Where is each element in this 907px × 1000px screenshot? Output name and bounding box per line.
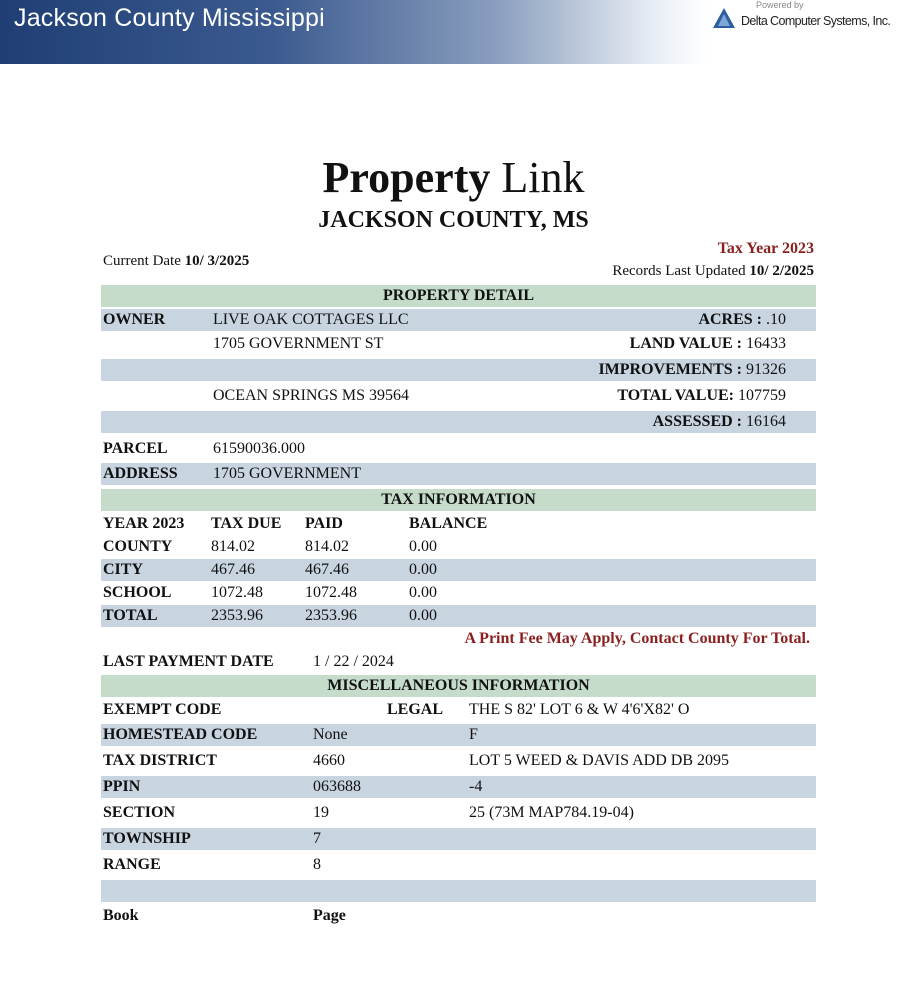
book-label: Book bbox=[103, 907, 139, 924]
print-fee-row bbox=[101, 628, 816, 650]
range-label: RANGE bbox=[103, 856, 161, 873]
ppin-row bbox=[101, 776, 816, 798]
range-row bbox=[101, 854, 816, 876]
parcel-row bbox=[101, 438, 816, 460]
owner-address: 1705 GOVERNMENT ST bbox=[213, 335, 384, 352]
improvements-row bbox=[101, 359, 816, 381]
page-label: Page bbox=[313, 907, 346, 924]
improvements: IMPROVEMENTS : 91326 bbox=[598, 361, 786, 378]
legal-line-1: THE S 82' LOT 6 & W 4'6'X82' O bbox=[469, 701, 690, 718]
acres: ACRES : .10 bbox=[698, 311, 786, 328]
owner-row bbox=[101, 309, 816, 331]
land-value: LAND VALUE : 16433 bbox=[629, 335, 786, 352]
tax-row-total: TOTAL 2353.96 2353.96 0.00 bbox=[101, 605, 816, 627]
print-fee-note: A Print Fee May Apply, Contact County For Total. bbox=[464, 630, 810, 647]
tax-row-city: CITY 467.46 467.46 0.00 bbox=[101, 559, 816, 581]
legal-line-5: 25 (73M MAP784.19-04) bbox=[469, 804, 634, 821]
exempt-label: EXEMPT CODE bbox=[103, 701, 222, 718]
section-value: 19 bbox=[313, 804, 329, 821]
legal-label: LEGAL bbox=[387, 701, 444, 718]
last-payment-label: LAST PAYMENT DATE bbox=[103, 653, 274, 670]
range-value: 8 bbox=[313, 856, 321, 873]
township-row bbox=[101, 828, 816, 850]
ppin-label: PPIN bbox=[103, 778, 141, 795]
ppin-value: 063688 bbox=[313, 778, 361, 795]
page-title bbox=[0, 150, 907, 206]
section-label: SECTION bbox=[103, 804, 176, 821]
spacer-row bbox=[101, 880, 816, 902]
township-value: 7 bbox=[313, 830, 321, 847]
delta-logo-icon bbox=[712, 6, 736, 30]
total-value: TOTAL VALUE: 107759 bbox=[617, 387, 786, 404]
records-updated-value: 10/ 2/2025 bbox=[749, 263, 814, 279]
district-row bbox=[101, 750, 816, 772]
legal-line-2: F bbox=[469, 726, 478, 743]
property-detail-heading: PROPERTY DETAIL bbox=[101, 285, 816, 307]
owner-city-row bbox=[101, 385, 816, 407]
parcel-label: PARCEL bbox=[103, 440, 168, 457]
col-paid: PAID bbox=[305, 515, 343, 532]
township-label: TOWNSHIP bbox=[103, 830, 191, 847]
exempt-row bbox=[101, 699, 816, 721]
site-title: Jackson County Mississippi bbox=[14, 4, 325, 32]
district-value: 4660 bbox=[313, 752, 345, 769]
district-label: TAX DISTRICT bbox=[103, 752, 217, 769]
tax-info-heading: TAX INFORMATION bbox=[101, 489, 816, 511]
section-row bbox=[101, 802, 816, 824]
homestead-row bbox=[101, 724, 816, 746]
col-balance: BALANCE bbox=[409, 515, 488, 532]
misc-heading: MISCELLANEOUS INFORMATION bbox=[101, 675, 816, 697]
parcel-value: 61590036.000 bbox=[213, 440, 305, 457]
col-tax-due: TAX DUE bbox=[211, 515, 282, 532]
tax-columns-row bbox=[101, 513, 816, 535]
address-label: ADDRESS bbox=[103, 465, 178, 482]
records-updated: Records Last Updated 10/ 2/2025 bbox=[612, 263, 814, 279]
address-row bbox=[101, 463, 816, 485]
last-payment-value: 1 / 22 / 2024 bbox=[313, 653, 394, 670]
address-value: 1705 GOVERNMENT bbox=[213, 465, 361, 482]
owner-addr-row bbox=[101, 333, 816, 355]
owner-name: LIVE OAK COTTAGES LLC bbox=[213, 311, 409, 328]
homestead-label: HOMESTEAD CODE bbox=[103, 726, 258, 743]
current-date: Current Date 10/ 3/2025 bbox=[103, 253, 250, 269]
tax-row-county: COUNTY 814.02 814.02 0.00 bbox=[101, 536, 816, 558]
title-rest: Link bbox=[490, 153, 585, 202]
assessed-row bbox=[101, 411, 816, 433]
powered-by-label: Powered by bbox=[756, 0, 804, 10]
legal-line-3: LOT 5 WEED & DAVIS ADD DB 2095 bbox=[469, 752, 730, 769]
last-payment-row bbox=[101, 651, 816, 673]
title-bold: Property bbox=[322, 153, 491, 202]
book-page-row bbox=[101, 905, 816, 927]
assessed: ASSESSED : 16164 bbox=[652, 413, 786, 430]
vendor-name: Delta Computer Systems, Inc. bbox=[741, 14, 891, 28]
current-date-value: 10/ 3/2025 bbox=[184, 253, 250, 269]
col-year: YEAR 2023 bbox=[103, 515, 185, 532]
legal-line-4: -4 bbox=[469, 778, 483, 795]
tax-row-school: SCHOOL 1072.48 1072.48 0.00 bbox=[101, 582, 816, 604]
owner-label: OWNER bbox=[103, 311, 166, 328]
owner-city: OCEAN SPRINGS MS 39564 bbox=[213, 387, 410, 404]
page-subtitle: JACKSON COUNTY, MS bbox=[318, 207, 589, 233]
homestead-value: None bbox=[313, 726, 348, 743]
tax-year: Tax Year 2023 bbox=[717, 240, 814, 257]
